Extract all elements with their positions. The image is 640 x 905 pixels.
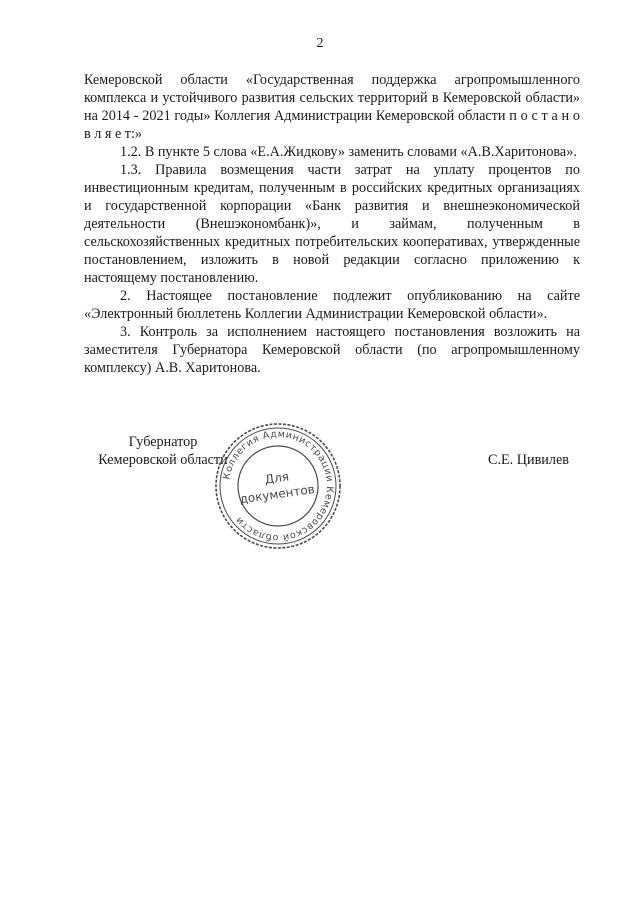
paragraph-continuation: Кемеровской области «Государственная поддержка агропромышленного комплекса и устойчивого развития сельских территорий в Кемеровской области» на 2014 - 2021 годы» Коллегия Администрации Кемеровской области п о с т а н о в л я е т:» xyxy=(84,72,580,142)
signatory-title-line2: Кемеровской области xyxy=(98,452,228,468)
paragraph-1-3: 1.3. Правила возмещения части затрат на уплату процентов по инвестиционным кредитам, полученным в российских кредитных организациях и государственной корпорации «Банк развития и внешнеэкономической деятельности (Внешэкономбанк)», и займам, полученным в сельскохозяйственных кредитных потребительских кооперативах, утвержденные постановлением, изложить в новой редакции согласно приложению к настоящему постановлению. xyxy=(84,162,580,286)
document-body xyxy=(84,71,580,377)
official-seal-stamp xyxy=(212,420,344,552)
paragraph-1-2: 1.2. В пункте 5 слова «Е.А.Жидкову» заменить словами «А.В.Харитонова». xyxy=(120,144,577,160)
stamp-center-line2: документов xyxy=(238,482,316,507)
signatory-name: С.Е. Цивилев xyxy=(488,452,569,468)
paragraph-3: 3. Контроль за исполнением настоящего постановления возложить на заместителя Губернатора Кемеровской области (по агропромышленному комплексу) А.В. Харитонова. xyxy=(84,324,580,376)
signatory-title-line1: Губернатор xyxy=(128,434,198,450)
page-number: 2 xyxy=(316,36,324,51)
paragraph-2: 2. Настоящее постановление подлежит опубликованию на сайте «Электронный бюллетень Коллегии Администрации Кемеровской области». xyxy=(84,288,580,322)
stamp-ring-text: Коллегия Администрации Кемеровской области xyxy=(221,428,336,544)
stamp-center-line1: Для xyxy=(263,469,290,487)
